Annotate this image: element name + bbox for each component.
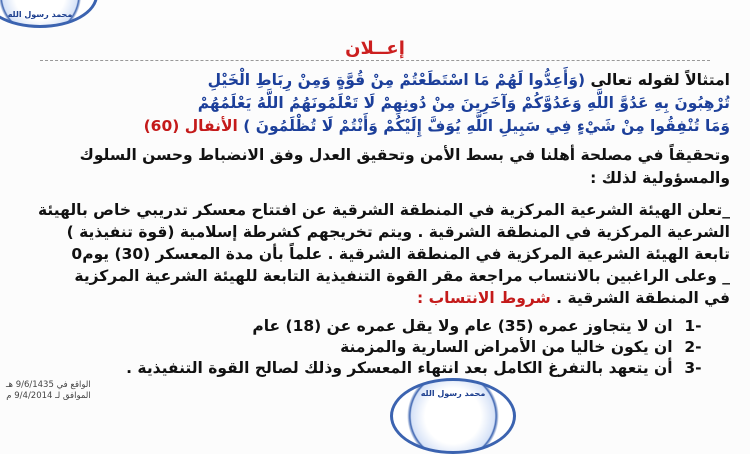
verse-text-1: (وَأَعِدُّوا لَهُمْ مَا اسْتَطَعْتُمْ مِنْ قُوَّةٍ وَمِنْ رِبَاطِ الْخَيْلِ	[207, 71, 586, 89]
condition-text: ان لا يتجاوز عمره (35) عام ولا يقل عمره عن (18) عام	[252, 317, 673, 335]
announcement-title: إعــلان	[345, 38, 405, 59]
verse-line-3	[144, 116, 730, 136]
verse-text-3: وَمَا تُنْفِقُوا مِنْ شَيْءٍ فِي سَبِيلِ اللَّهِ يُوَفَّ إِلَيْكُمْ وَأَنْتُمْ لَا تُظْلَمُونَ )	[243, 117, 730, 135]
condition-item	[126, 358, 708, 378]
conditions-label: شروط الانتساب :	[416, 289, 551, 307]
condition-item	[252, 316, 708, 336]
condition-item	[340, 337, 708, 357]
condition-number: -2	[684, 338, 702, 356]
seal-top-text: محمد رسول الله	[7, 10, 73, 19]
document-date	[6, 380, 91, 402]
body-line-5	[417, 288, 730, 308]
condition-text: ان يكون خاليا من الأمراض السارية والمزمنة	[340, 338, 673, 356]
seal-bottom-text: محمد رسول الله	[420, 389, 486, 398]
date-hijri: الواقع في 9/6/1435 هـ	[6, 380, 91, 390]
purpose-line-2: والمسؤولية لذلك :	[590, 169, 730, 187]
condition-number: -1	[684, 317, 702, 335]
verse-reference: الأنفال (60)	[143, 117, 238, 135]
condition-text: أن يتعهد بالتفرغ الكامل بعد انتهاء المعسكر وذلك لصالح القوة التنفيذية .	[126, 359, 673, 377]
body-line-3: تابعة الهيئة الشرعية المركزية في المنطقة الشرقية . علماً بأن مدة المعسكر (30) يوم0	[71, 245, 730, 263]
official-seal-bottom	[390, 378, 516, 454]
body-line-2: الشرعية المركزية في المنطقة الشرقية . ويتم تخريجهم كشرطة إسلامية (قوة تنفيذية )	[66, 223, 730, 241]
purpose-line-1: وتحقيقاً في مصلحة أهلنا في بسط الأمن وتحقيق العدل وفق الانضباط وحسن السلوك	[79, 146, 730, 164]
verse-line-1	[208, 70, 730, 90]
title-divider	[40, 60, 710, 61]
condition-number: -3	[684, 359, 702, 377]
verse-line-2: تُرْهِبُونَ بِهِ عَدُوَّ اللَّهِ وَعَدُوَّكُمْ وَآخَرِينَ مِنْ دُونِهِمْ لَا تَعْلَمُونَهُمُ اللَّهُ يَعْلَمُهُمْ	[197, 94, 730, 112]
verse-intro: امتثالاً لقوله تعالى	[590, 71, 730, 89]
date-gregorian: الموافق لـ 9/4/2014 م	[6, 391, 91, 401]
body-line-4: _ وعلى الراغبين بالانتساب مراجعة مقر القوة التنفيذية التابعة للهيئة الشرعية المركزية	[74, 267, 730, 285]
body-line-5-text: في المنطقة الشرقية .	[556, 289, 730, 307]
official-seal-top	[0, 0, 98, 28]
body-line-1: _تعلن الهيئة الشرعية المركزية في المنطقة الشرقية عن افتتاح معسكر تدريبي خاص بالهيئة	[38, 201, 730, 219]
top-strip	[0, 0, 750, 20]
